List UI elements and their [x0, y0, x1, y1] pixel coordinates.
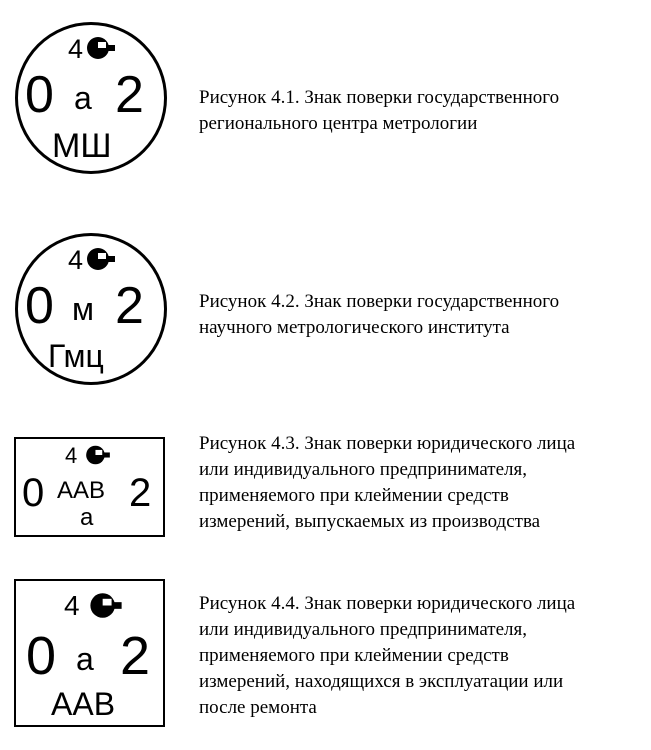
quarter-mark-icon: [89, 591, 123, 620]
figure-4-4: [0, 570, 651, 750]
caption-line: применяемого при клеймении средств: [199, 645, 509, 666]
verification-mark-circle: [15, 233, 167, 385]
verification-mark-rectangle: [14, 579, 165, 727]
stamp-left-digit: 0: [25, 66, 54, 124]
quarter-mark-icon: [86, 246, 116, 272]
stamp-bottom-code: МШ: [52, 127, 112, 165]
caption-line: научного метрологического института: [199, 317, 510, 338]
stamp-center-letter: м: [72, 291, 94, 327]
stamp-right-digit: 2: [115, 277, 144, 335]
figure-4-3: [0, 425, 651, 565]
stamp-year-digit: 4: [68, 245, 84, 275]
figure-caption: [199, 591, 639, 721]
verification-mark-circle: [15, 22, 167, 174]
stamp-left-digit: 0: [25, 277, 54, 335]
caption-line: или индивидуального предпринимателя,: [199, 459, 528, 480]
figure-4-2: [0, 220, 651, 420]
caption-line: Рисунок 4.2. Знак поверки государственного: [199, 291, 560, 312]
caption-line: после ремонта: [199, 697, 317, 718]
stamp-right-digit: 2: [115, 66, 144, 124]
quarter-mark-icon: [85, 444, 111, 466]
verification-mark-rectangle: [14, 437, 165, 537]
caption-line: измерений, находящихся в эксплуатации или: [199, 671, 564, 692]
stamp-year-digit: 4: [65, 443, 78, 468]
stamp-center-letter: а: [74, 80, 92, 116]
stamp-year-digit: 4: [68, 34, 84, 64]
stamp-center-code: ААВ: [57, 477, 106, 504]
stamp-left-digit: 0: [22, 471, 45, 515]
quarter-mark-icon: [86, 35, 116, 61]
caption-line: применяемого при клеймении средств: [199, 485, 509, 506]
stamp-year-digit: 4: [64, 590, 80, 621]
stamp-center-letter: а: [76, 641, 94, 677]
stamp-bottom-code: ААВ: [51, 686, 116, 722]
caption-line: Рисунок 4.1. Знак поверки государственного: [199, 87, 560, 108]
figure-caption: [199, 431, 639, 535]
stamp-bottom-code: Гмц: [48, 338, 104, 374]
caption-line: или индивидуального предпринимателя,: [199, 619, 528, 640]
figure-4-1: [0, 0, 651, 200]
figure-caption: [199, 85, 639, 137]
stamp-bottom-letter: а: [80, 504, 94, 531]
figure-caption: [199, 289, 639, 341]
caption-line: измерений, выпускаемых из производства: [199, 511, 541, 532]
caption-line: Рисунок 4.4. Знак поверки юридического лица: [199, 593, 576, 614]
caption-line: регионального центра метрологии: [199, 113, 478, 134]
stamp-right-digit: 2: [129, 471, 152, 515]
caption-line: Рисунок 4.3. Знак поверки юридического лица: [199, 433, 576, 454]
stamp-right-digit: 2: [120, 626, 151, 686]
stamp-left-digit: 0: [26, 626, 57, 686]
